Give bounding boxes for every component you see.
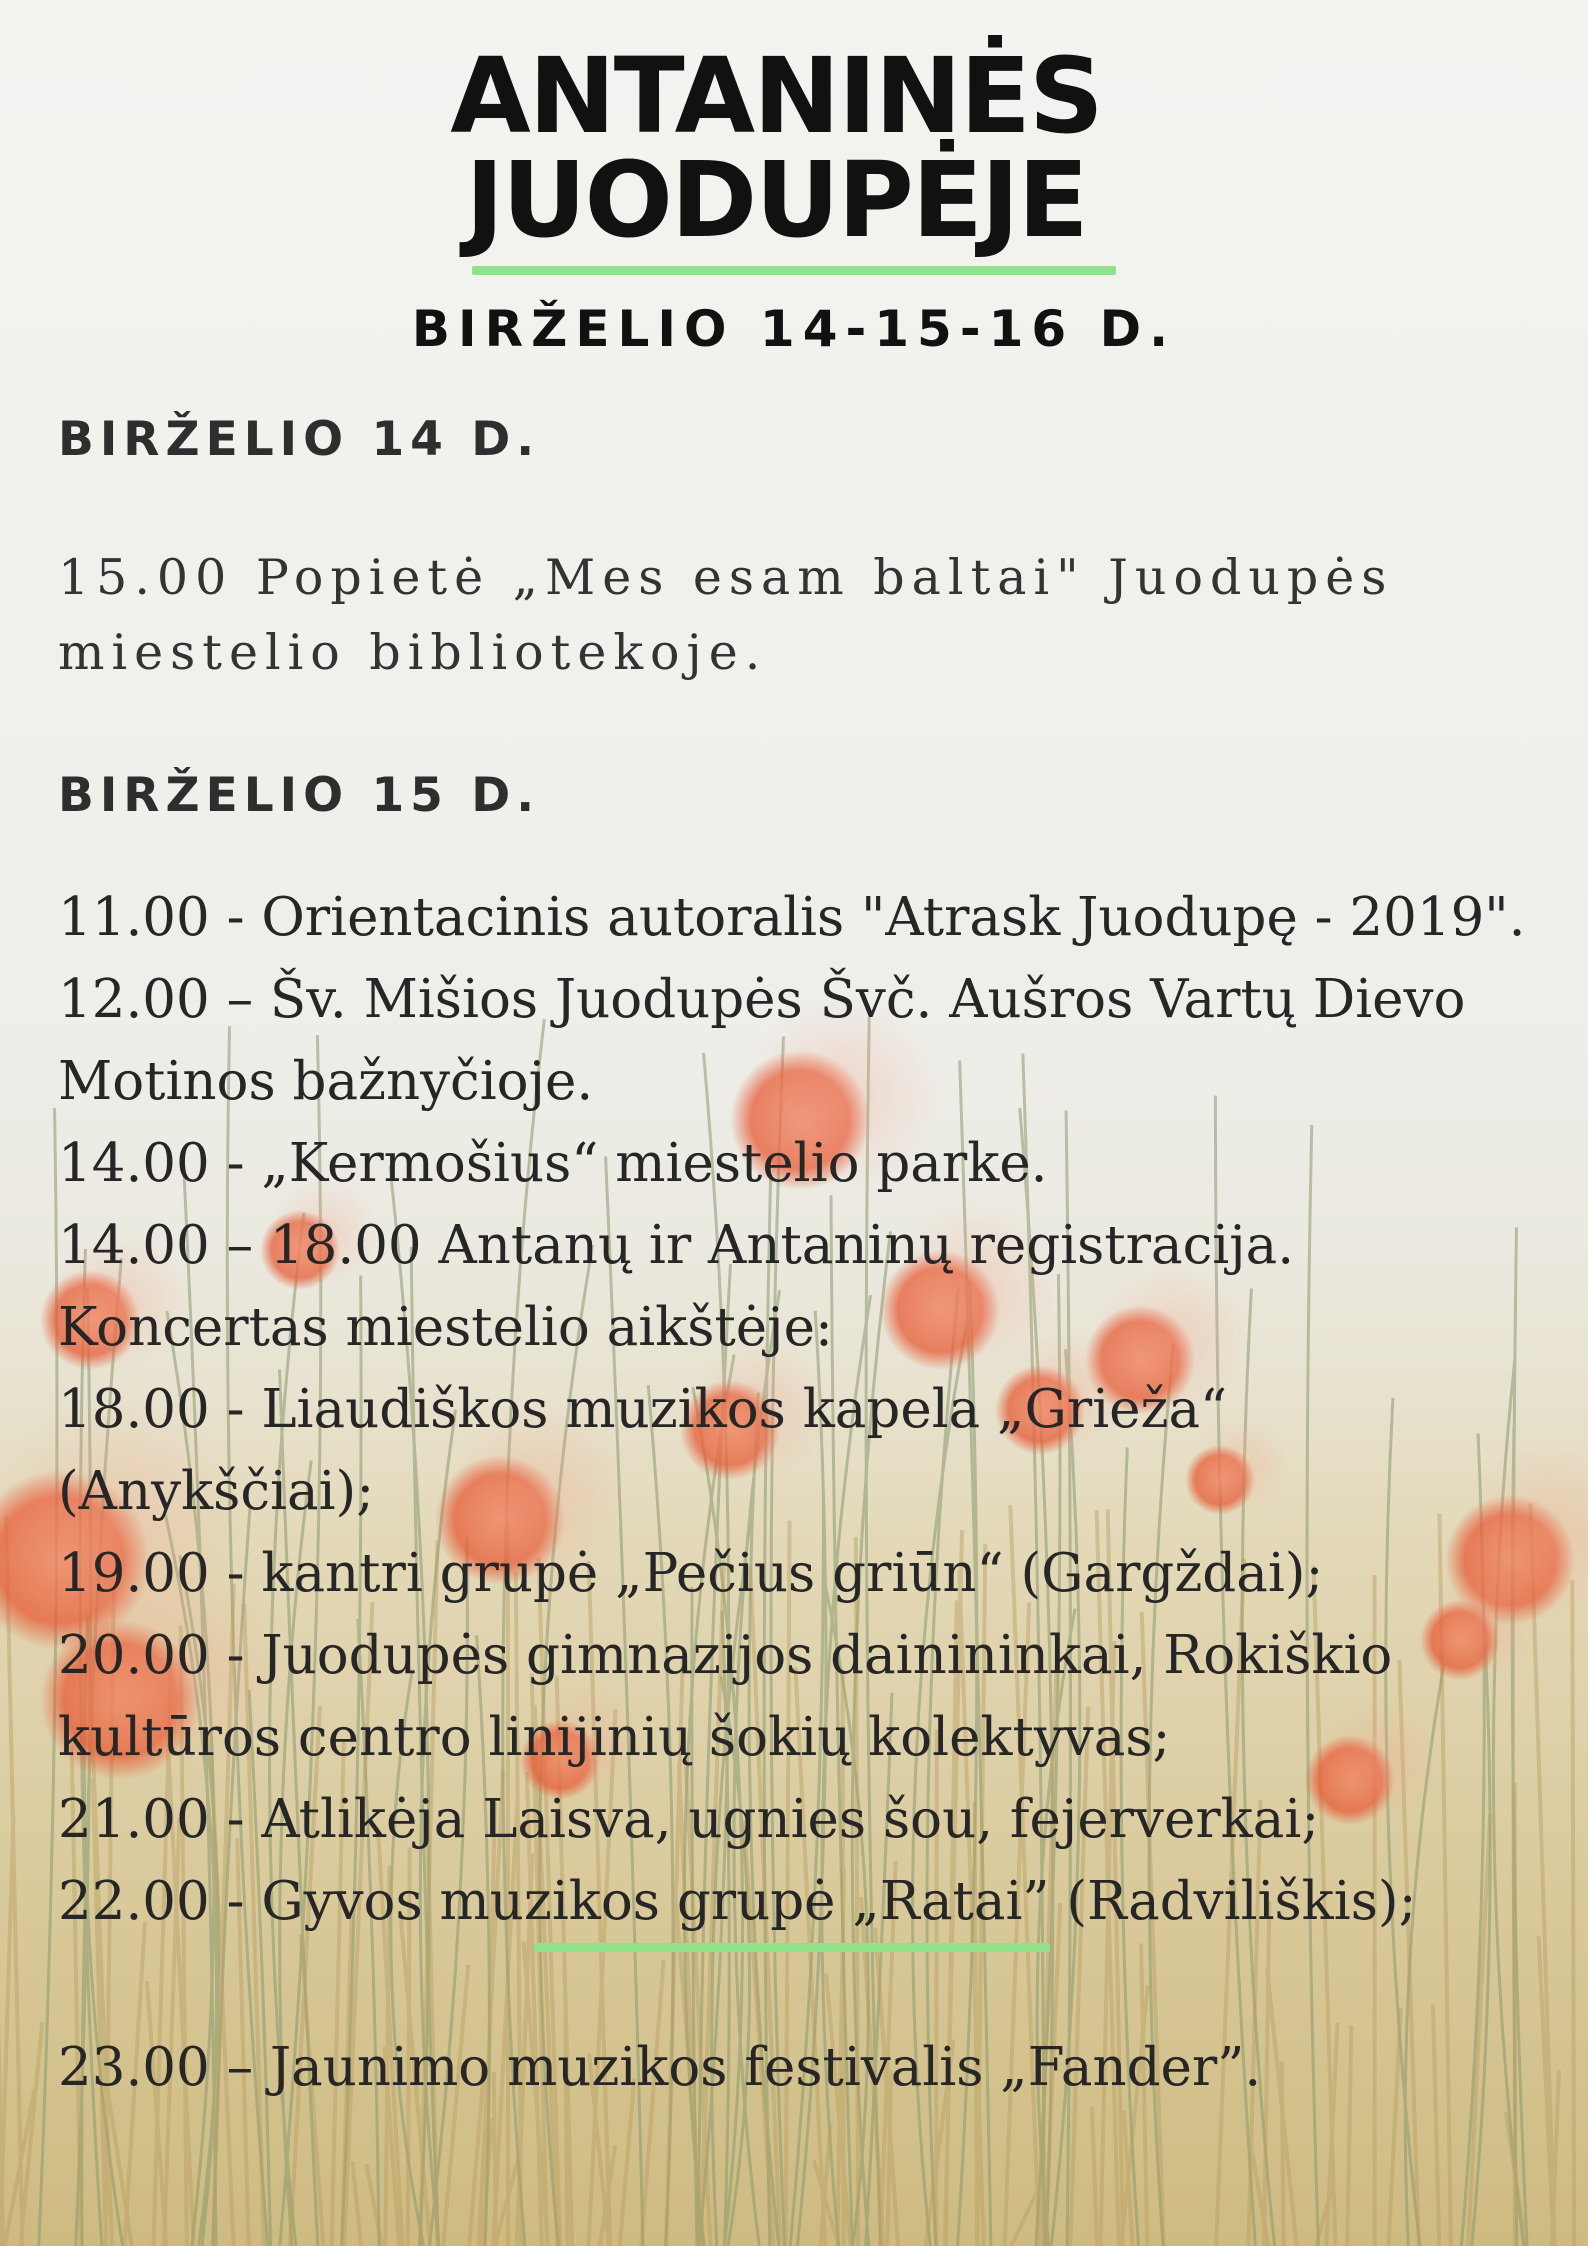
event-line: 14.00 - „Kermošius“ miestelio parke.	[58, 1133, 1048, 1194]
event-line: 20.00 - Juodupės gimnazijos dainininkai, Rokiškio	[58, 1625, 1393, 1686]
day14-event-line2: miestelio bibliotekoje.	[58, 624, 768, 681]
day14-event	[58, 540, 1558, 690]
poster-title-line1: ANTANINĖS	[450, 35, 1102, 157]
event-line: 11.00 - Orientacinis autoralis "Atrask Juodupę - 2019".	[58, 887, 1526, 948]
day14-event-line1: 15.00 Popietė „Mes esam baltai" Juodupės	[58, 549, 1394, 606]
event-line: 12.00 – Šv. Mišios Juodupės Švč. Aušros Vartų Dievo	[58, 969, 1466, 1030]
event-line: 21.00 - Atlikėja Laisva, ugnies šou, fejerverkai;	[58, 1789, 1320, 1850]
event-line: 18.00 - Liaudiškos muzikos kapela „Grieža“	[58, 1379, 1228, 1440]
event-line: (Anykščiai);	[58, 1461, 375, 1522]
title-underline	[472, 266, 1116, 275]
day14-heading: BIRŽELIO 14 D.	[58, 412, 541, 467]
event-line: 23.00 – Jaunimo muzikos festivalis „Fander”.	[58, 2037, 1262, 2098]
event-line: Motinos bažnyčioje.	[58, 1051, 594, 1112]
day15-heading: BIRŽELIO 15 D.	[58, 768, 541, 823]
event-line: Koncertas miestelio aikštėje:	[58, 1297, 833, 1358]
event-line: 22.00 - Gyvos muzikos grupė „Ratai” (Radviliškis);	[58, 1871, 1417, 1932]
event-line: 14.00 – 18.00 Antanų ir Antaninų registracija.	[58, 1215, 1295, 1276]
event-line: 19.00 - kantri grupė „Pečius griūn“ (Gargždai);	[58, 1543, 1324, 1604]
event-line: kultūros centro linijinių šokių kolektyvas;	[58, 1707, 1171, 1768]
event-underline	[534, 1943, 1050, 1952]
date-range: BIRŽELIO 14-15-16 D.	[411, 300, 1177, 358]
poster-title-line2: JUODUPĖJE	[465, 139, 1087, 261]
